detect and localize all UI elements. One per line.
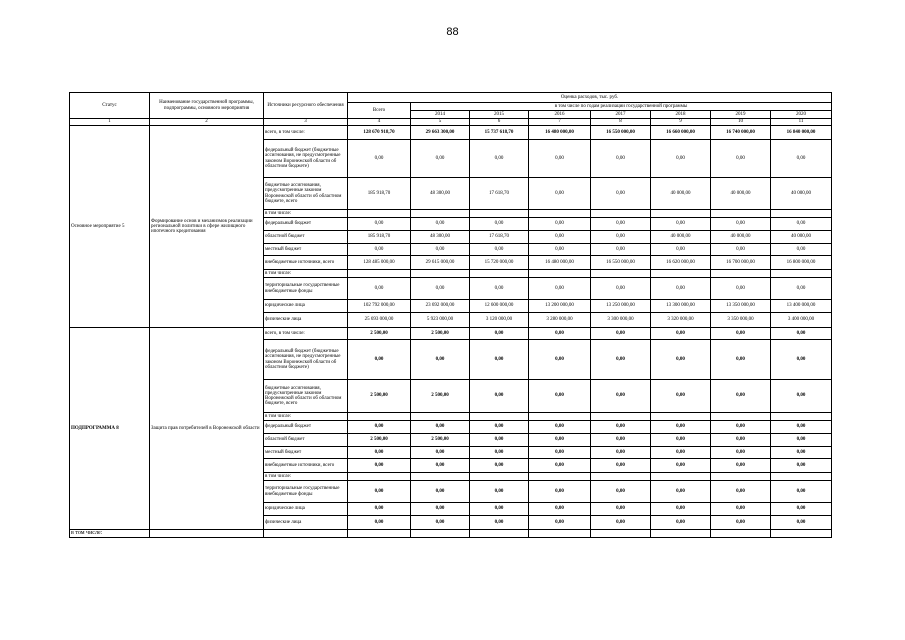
value-cell: 0,00 [529,340,591,380]
value-cell: 16 550 000,00 [591,256,651,270]
value-cell: 0,00 [348,516,411,530]
value-cell: 0,00 [591,447,651,459]
source-cell: в том числе: [264,473,348,481]
value-cell [771,413,832,421]
value-cell: 0,00 [711,244,771,256]
table-row [70,328,832,340]
value-cell [651,270,711,278]
header-status: Статус [70,93,150,119]
value-cell [348,210,411,218]
source-cell: юридические лица [264,503,348,516]
value-cell: 0,00 [711,278,771,300]
value-cell: 2 500,00 [348,328,411,340]
source-cell: бюджетные ассигнования, предусмотренные законом Воронежской области об областном бюджете, всего [264,380,348,413]
value-cell: 0,00 [591,218,651,231]
value-cell: 0,00 [348,503,411,516]
header-total: Всего [348,103,411,119]
value-cell [591,270,651,278]
name-cell: Формирование основ и механизмов реализации региональной политики в сфере жилищного ипотечного кредитования [150,126,264,328]
value-cell: 0,00 [591,244,651,256]
header-year: 2019 [711,111,771,119]
value-cell: 185 918,70 [348,231,411,244]
value-cell: 0,00 [348,459,411,473]
value-cell: 0,00 [591,340,651,380]
value-cell: 16 480 000,00 [529,256,591,270]
value-cell: 23 692 000,00 [411,300,470,313]
empty-cell [529,530,591,538]
name-cell: Защита прав потребителей в Воронежской области [150,328,264,530]
source-cell: областной бюджет [264,231,348,244]
value-cell [711,210,771,218]
source-cell: юридические лица [264,300,348,313]
value-cell [771,210,832,218]
empty-cell [591,530,651,538]
value-cell: 40 000,00 [771,231,832,244]
value-cell: 0,00 [470,278,529,300]
header-year: 2018 [651,111,711,119]
source-cell: местный бюджет [264,244,348,256]
value-cell [591,210,651,218]
value-cell: 0,00 [651,516,711,530]
status-cell: Основное мероприятие 5 [70,126,150,328]
value-cell: 0,00 [711,421,771,434]
value-cell: 0,00 [411,503,470,516]
value-cell: 0,00 [771,503,832,516]
value-cell: 0,00 [411,481,470,503]
value-cell: 16 740 000,00 [711,126,771,140]
empty-cell [771,530,832,538]
value-cell [711,473,771,481]
value-cell: 2 500,00 [411,380,470,413]
value-cell [411,270,470,278]
header-year: 2017 [591,111,651,119]
value-cell: 3 300 000,00 [591,313,651,328]
value-cell: 0,00 [771,140,832,178]
value-cell: 0,00 [411,218,470,231]
value-cell: 0,00 [711,503,771,516]
value-cell: 0,00 [711,434,771,447]
value-cell: 2 500,00 [411,328,470,340]
value-cell [348,270,411,278]
value-cell: 40 000,00 [651,231,711,244]
value-cell: 12 600 000,00 [470,300,529,313]
source-cell: федеральный бюджет (бюджетные ассигнования, не предусмотренные законом Воронежской области об областном бюджете) [264,140,348,178]
source-cell: всего, в том числе: [264,328,348,340]
value-cell: 0,00 [529,231,591,244]
source-cell: внебюджетные источники, всего [264,459,348,473]
col-number: 6 [470,119,529,126]
source-cell: территориальные государственные внебюджетные фонды [264,278,348,300]
value-cell: 16 620 000,00 [651,256,711,270]
value-cell: 0,00 [348,421,411,434]
table-row [70,530,832,538]
value-cell [651,413,711,421]
source-cell: федеральный бюджет [264,218,348,231]
value-cell: 0,00 [411,340,470,380]
empty-cell [711,530,771,538]
value-cell: 0,00 [411,278,470,300]
value-cell: 0,00 [591,140,651,178]
value-cell: 0,00 [470,380,529,413]
value-cell: 0,00 [591,278,651,300]
empty-cell [348,530,411,538]
value-cell [348,413,411,421]
value-cell: 0,00 [529,421,591,434]
value-cell: 0,00 [711,380,771,413]
value-cell: 25 693 000,00 [348,313,411,328]
value-cell: 0,00 [529,178,591,210]
source-cell: территориальные государственные внебюджетные фонды [264,481,348,503]
col-number: 2 [150,119,264,126]
value-cell: 2 500,00 [348,434,411,447]
value-cell: 0,00 [470,140,529,178]
value-cell: 16 800 000,00 [771,256,832,270]
value-cell: 0,00 [348,278,411,300]
value-cell: 0,00 [348,140,411,178]
value-cell: 0,00 [529,447,591,459]
value-cell: 40 000,00 [711,231,771,244]
status-cell: ПОДПРОГРАММА 8 [70,328,150,530]
header-year: 2020 [771,111,832,119]
col-number: 3 [264,119,348,126]
value-cell: 0,00 [651,434,711,447]
value-cell [591,413,651,421]
value-cell [711,270,771,278]
value-cell: 16 550 000,00 [591,126,651,140]
col-number: 9 [651,119,711,126]
value-cell: 0,00 [771,481,832,503]
value-cell: 0,00 [470,244,529,256]
value-cell: 0,00 [771,434,832,447]
value-cell: 0,00 [771,278,832,300]
value-cell [711,413,771,421]
value-cell: 0,00 [529,503,591,516]
value-cell: 0,00 [470,434,529,447]
source-cell: в том числе: [264,270,348,278]
value-cell: 0,00 [591,516,651,530]
value-cell [470,270,529,278]
empty-cell [411,530,470,538]
value-cell: 17 618,70 [470,231,529,244]
header-year: 2015 [470,111,529,119]
value-cell: 13 400 000,00 [771,300,832,313]
value-cell: 0,00 [651,421,711,434]
value-cell: 0,00 [771,380,832,413]
value-cell: 0,00 [470,459,529,473]
value-cell: 13 200 000,00 [529,300,591,313]
value-cell: 0,00 [411,459,470,473]
value-cell [470,413,529,421]
value-cell [470,210,529,218]
value-cell: 0,00 [591,503,651,516]
value-cell: 48 300,00 [411,178,470,210]
value-cell: 0,00 [651,218,711,231]
value-cell: 0,00 [651,481,711,503]
value-cell: 0,00 [771,218,832,231]
value-cell: 0,00 [470,481,529,503]
value-cell: 0,00 [711,328,771,340]
value-cell: 0,00 [470,421,529,434]
value-cell: 0,00 [529,278,591,300]
empty-cell [651,530,711,538]
value-cell: 15 737 618,70 [470,126,529,140]
value-cell: 5 923 000,00 [411,313,470,328]
value-cell: 0,00 [651,244,711,256]
value-cell: 0,00 [651,278,711,300]
value-cell: 3 280 000,00 [529,313,591,328]
value-cell: 0,00 [529,244,591,256]
value-cell: 0,00 [591,178,651,210]
source-cell: федеральный бюджет (бюджетные ассигнования, не предусмотренные законом Воронежской области об областном бюджете) [264,340,348,380]
value-cell: 16 700 000,00 [711,256,771,270]
value-cell: 0,00 [651,140,711,178]
value-cell: 0,00 [711,140,771,178]
value-cell: 40 000,00 [771,178,832,210]
value-cell: 0,00 [771,244,832,256]
value-cell: 16 480 000,00 [529,126,591,140]
value-cell: 0,00 [651,459,711,473]
value-cell: 0,00 [771,421,832,434]
table-row [70,126,832,140]
empty-cell [150,530,264,538]
value-cell: 3 320 000,00 [651,313,711,328]
source-cell: физические лица [264,313,348,328]
value-cell: 29 615 000,00 [411,256,470,270]
header-year: 2014 [411,111,470,119]
value-cell [348,473,411,481]
value-cell: 0,00 [771,459,832,473]
value-cell: 0,00 [411,421,470,434]
value-cell: 0,00 [711,340,771,380]
header-year: 2016 [529,111,591,119]
value-cell: 0,00 [470,328,529,340]
value-cell: 0,00 [529,516,591,530]
value-cell: 0,00 [470,218,529,231]
value-cell: 0,00 [771,516,832,530]
source-cell: всего, в том числе: [264,126,348,140]
header-estimate: Оценка расходов, тыс. руб. [348,93,832,103]
value-cell: 0,00 [591,328,651,340]
value-cell: 2 500,00 [348,380,411,413]
value-cell: 0,00 [470,516,529,530]
col-number: 1 [70,119,150,126]
value-cell: 0,00 [651,380,711,413]
empty-cell [264,530,348,538]
value-cell: 0,00 [591,380,651,413]
value-cell: 0,00 [529,481,591,503]
value-cell: 29 663 300,00 [411,126,470,140]
value-cell: 185 918,70 [348,178,411,210]
value-cell: 128 670 918,70 [348,126,411,140]
source-cell: областной бюджет [264,434,348,447]
value-cell: 0,00 [711,447,771,459]
value-cell: 0,00 [771,340,832,380]
value-cell: 0,00 [651,503,711,516]
col-number: 8 [591,119,651,126]
source-cell: физические лица [264,516,348,530]
col-number: 5 [411,119,470,126]
header-source: Источники ресурсного обеспечения [264,93,348,119]
value-cell: 13 350 000,00 [711,300,771,313]
source-cell: местный бюджет [264,447,348,459]
value-cell: 0,00 [651,340,711,380]
value-cell: 0,00 [470,447,529,459]
value-cell [651,210,711,218]
value-cell: 15 720 000,00 [470,256,529,270]
value-cell: 0,00 [591,434,651,447]
value-cell: 0,00 [529,140,591,178]
value-cell: 0,00 [529,328,591,340]
col-number: 10 [711,119,771,126]
value-cell: 16 840 000,00 [771,126,832,140]
footer-label: в том числе: [70,530,150,538]
value-cell: 0,00 [411,140,470,178]
value-cell [411,473,470,481]
value-cell: 128 485 000,00 [348,256,411,270]
value-cell: 40 000,00 [651,178,711,210]
source-cell: внебюджетные источники, всего [264,256,348,270]
value-cell: 0,00 [470,503,529,516]
value-cell: 0,00 [529,434,591,447]
value-cell [529,473,591,481]
value-cell: 13 300 000,00 [651,300,711,313]
value-cell: 0,00 [711,459,771,473]
empty-cell [470,530,529,538]
value-cell [529,270,591,278]
value-cell: 0,00 [651,447,711,459]
value-cell: 0,00 [591,481,651,503]
value-cell: 0,00 [411,244,470,256]
value-cell: 0,00 [651,328,711,340]
header-by-years: в том числе по годам реализации государственной программы [411,103,832,111]
value-cell: 0,00 [411,516,470,530]
value-cell: 0,00 [711,218,771,231]
value-cell: 0,00 [348,244,411,256]
value-cell: 0,00 [591,231,651,244]
value-cell: 0,00 [348,340,411,380]
value-cell [771,270,832,278]
value-cell: 0,00 [529,380,591,413]
value-cell: 0,00 [529,459,591,473]
budget-table [69,92,832,538]
value-cell [529,413,591,421]
value-cell: 0,00 [591,421,651,434]
source-cell: федеральный бюджет [264,421,348,434]
source-cell: в том числе: [264,210,348,218]
value-cell: 16 660 000,00 [651,126,711,140]
value-cell [411,413,470,421]
value-cell [529,210,591,218]
value-cell: 0,00 [591,459,651,473]
value-cell: 0,00 [771,328,832,340]
value-cell: 0,00 [711,516,771,530]
value-cell: 40 000,00 [711,178,771,210]
value-cell: 0,00 [411,447,470,459]
value-cell [771,473,832,481]
value-cell: 0,00 [348,447,411,459]
source-cell: бюджетные ассигнования, предусмотренные законом Воронежской области об областном бюджете, всего [264,178,348,210]
value-cell: 0,00 [470,340,529,380]
value-cell: 0,00 [348,218,411,231]
value-cell: 3 350 000,00 [711,313,771,328]
page-number: 88 [446,26,459,38]
value-cell: 0,00 [771,447,832,459]
value-cell: 0,00 [711,481,771,503]
col-number: 4 [348,119,411,126]
col-number: 7 [529,119,591,126]
col-number: 11 [771,119,832,126]
value-cell: 17 618,70 [470,178,529,210]
value-cell: 0,00 [348,481,411,503]
value-cell [651,473,711,481]
value-cell: 2 500,00 [411,434,470,447]
value-cell: 102 792 000,00 [348,300,411,313]
value-cell [470,473,529,481]
value-cell: 13 250 000,00 [591,300,651,313]
value-cell: 3 120 000,00 [470,313,529,328]
value-cell [591,473,651,481]
header-name: Наименование государственной программы, подпрограммы, основного мероприятия [150,93,264,119]
value-cell: 3 400 000,00 [771,313,832,328]
value-cell: 48 300,00 [411,231,470,244]
source-cell: в том числе: [264,413,348,421]
value-cell [411,210,470,218]
value-cell: 0,00 [529,218,591,231]
